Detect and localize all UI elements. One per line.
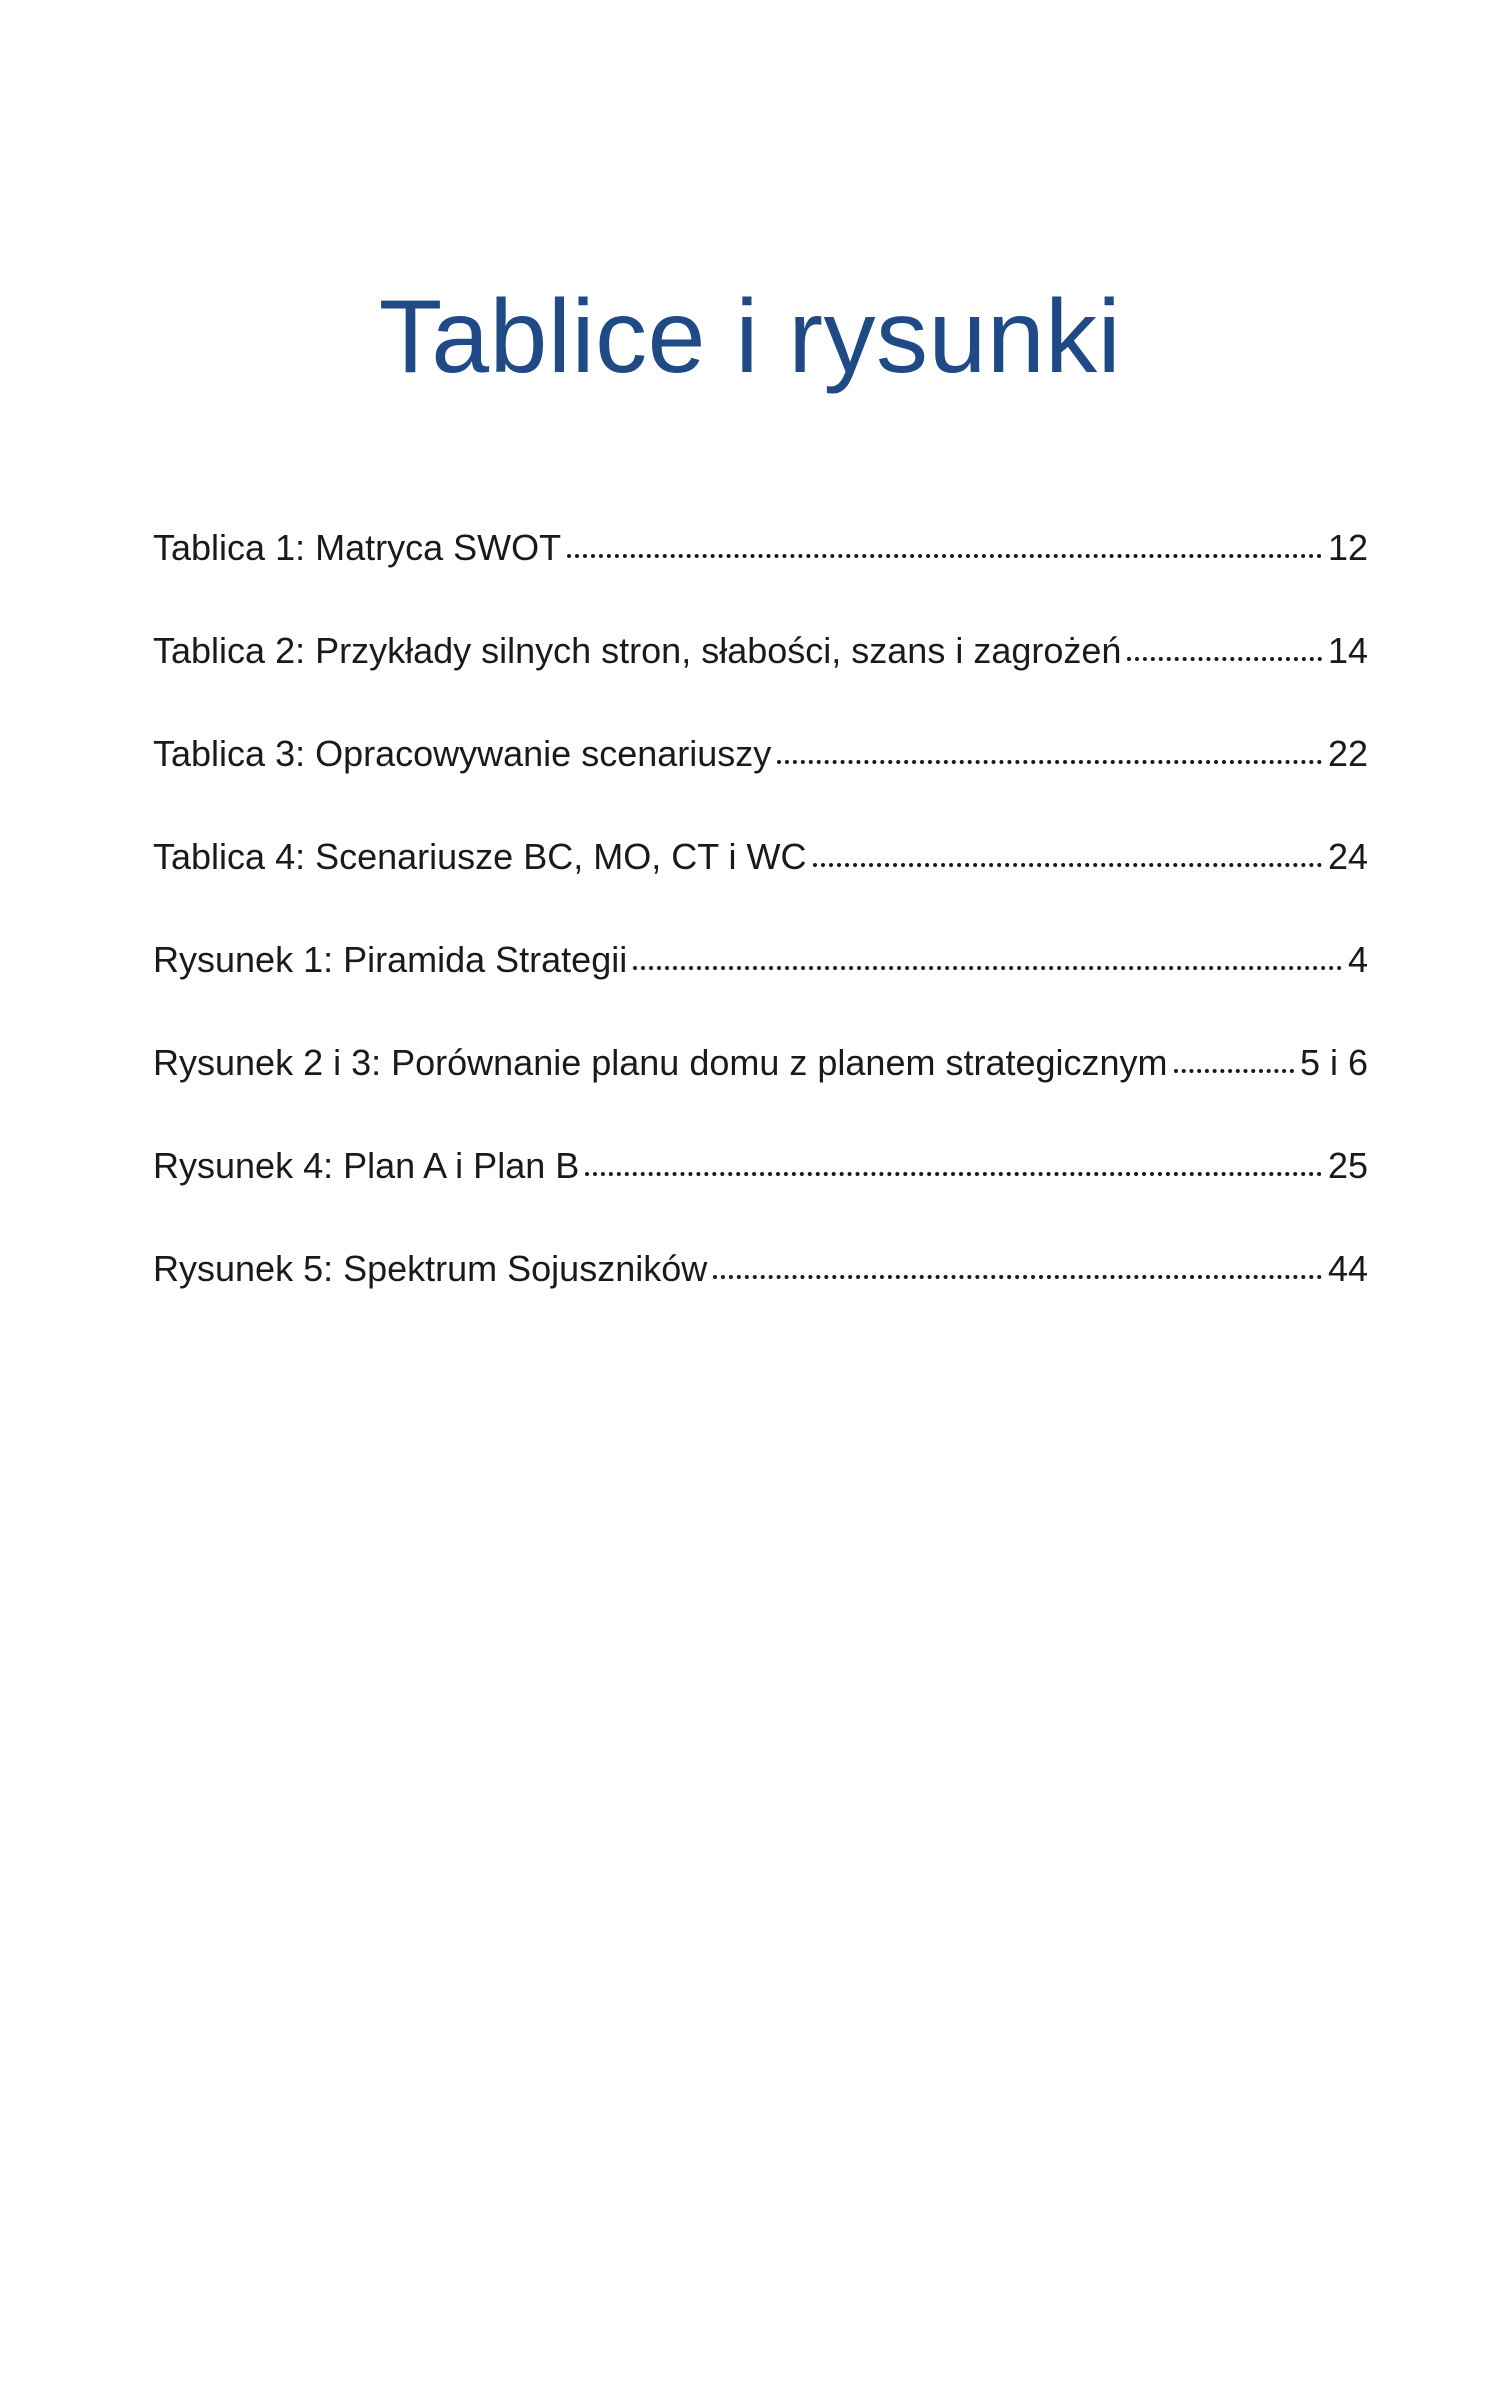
table-of-figures-list [153, 518, 1368, 1342]
toc-entry-page-number: 25 [1327, 1145, 1368, 1186]
toc-entry-page-number: 24 [1327, 836, 1368, 877]
dot-leader [1127, 637, 1322, 661]
dot-leader [585, 1152, 1322, 1176]
dot-leader [1174, 1049, 1294, 1073]
toc-entry-label: Rysunek 4: Plan A i Plan B [153, 1145, 580, 1186]
page-title: Tablice i rysunki [378, 279, 1122, 395]
toc-entry-page-number: 22 [1327, 733, 1368, 774]
toc-entry-page-number: 44 [1327, 1248, 1368, 1289]
toc-entry-label: Tablica 1: Matryca SWOT [153, 527, 562, 568]
toc-entry-label: Tablica 3: Opracowywanie scenariuszy [153, 733, 772, 774]
toc-entry-label: Rysunek 1: Piramida Strategii [153, 939, 628, 980]
dot-leader [713, 1255, 1322, 1279]
toc-entry-figure-1[interactable] [153, 930, 1368, 1033]
toc-entry-table-1[interactable] [153, 518, 1368, 621]
toc-entry-page-number: 14 [1327, 630, 1368, 671]
toc-entry-label: Rysunek 2 i 3: Porównanie planu domu z planem strategicznym [153, 1042, 1168, 1083]
dot-leader [777, 740, 1322, 764]
toc-entry-page-number: 4 [1347, 939, 1368, 980]
toc-entry-label: Rysunek 5: Spektrum Sojuszników [153, 1248, 708, 1289]
toc-entry-table-2[interactable] [153, 621, 1368, 724]
toc-entry-table-3[interactable] [153, 724, 1368, 827]
toc-entry-figure-4[interactable] [153, 1136, 1368, 1239]
toc-entry-figure-2-3[interactable] [153, 1033, 1368, 1136]
toc-entry-label: Tablica 4: Scenariusze BC, MO, CT i WC [153, 836, 807, 877]
dot-leader [813, 843, 1322, 867]
toc-entry-page-number: 12 [1327, 527, 1368, 568]
toc-entry-page-number: 5 i 6 [1299, 1042, 1368, 1083]
toc-entry-label: Tablica 2: Przykłady silnych stron, słabości, szans i zagrożeń [153, 630, 1122, 671]
dot-leader [567, 534, 1322, 558]
dot-leader [633, 946, 1342, 970]
toc-entry-figure-5[interactable] [153, 1239, 1368, 1342]
toc-entry-table-4[interactable] [153, 827, 1368, 930]
